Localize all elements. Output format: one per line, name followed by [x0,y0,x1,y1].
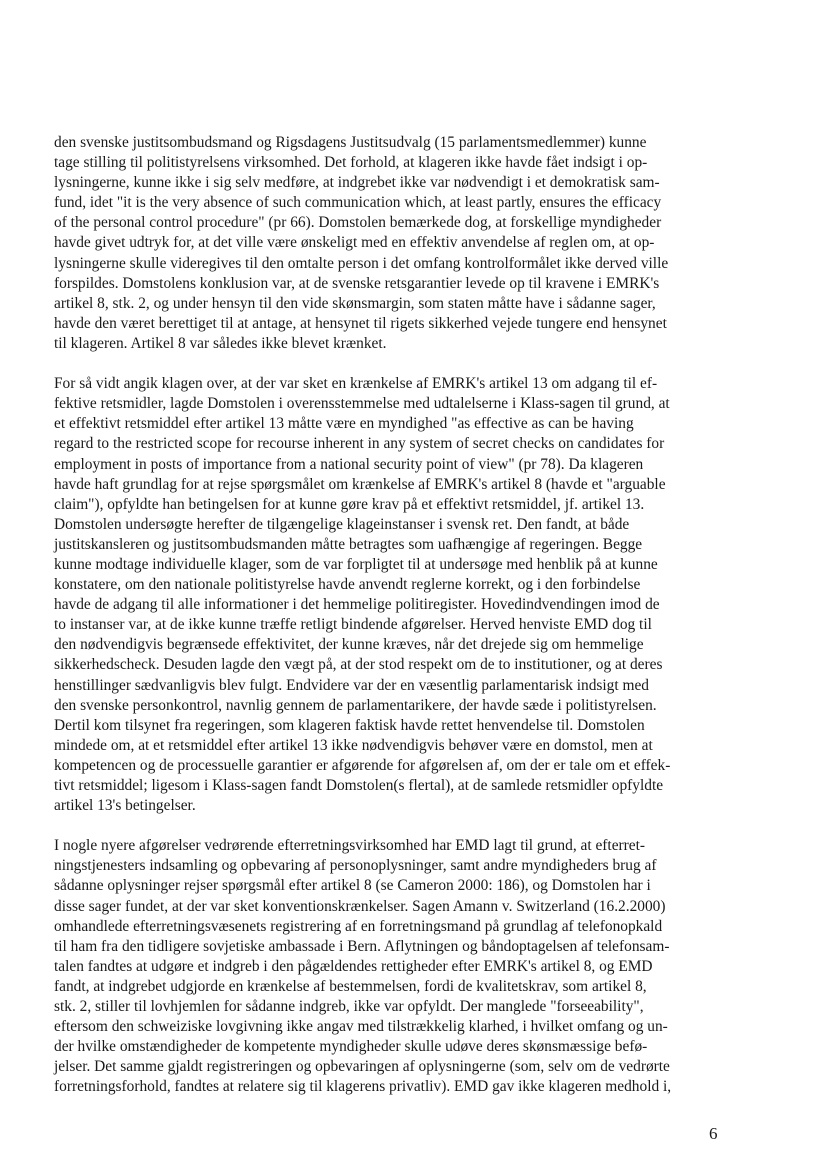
text-line: mindede om, at et retsmiddel efter artikel 13 ikke nødvendigvis behøver være en domstol, men at [54,736,653,754]
text-line: employment in posts of importance from a national security point of view" (pr 78). Da klageren [54,455,644,473]
text-line: talen fandtes at udgøre et indgreb i den pågældendes rettigheder efter EMRK's artikel 8, og EMD [54,957,653,975]
text-line: Dertil kom tilsynet fra regeringen, som klageren faktisk havde rettet henvendelse til. Domstolen [54,716,645,734]
text-line: et effektivt retsmiddel efter artikel 13 måtte være en myndighed "as effective as can be having [54,415,634,433]
text-line: den svenske personkontrol, navnlig gennem de parlamentarikere, der havde sæde i politistyrelsen. [54,696,657,714]
text-line: den nødvendigvis begrænsede effektivitet, der kunne kræves, når det drejede sig om hemmelige [54,636,644,654]
text-line: havde de adgang til alle informationer i det hemmelige politiregister. Hovedindvendingen imod de [54,596,660,614]
text-line: of the personal control procedure" (pr 66). Domstolen bemærkede dog, at forskellige myndigheder [54,214,662,232]
text-line: stk. 2, stiller til lovhjemlen for sådanne indgreb, ikke var opfyldt. Der manglede "forseeability", [54,998,644,1016]
text-line: kunne modtage individuelle klager, som de var forpligtet til at undersøge med henblik på at kunne [54,555,658,573]
text-line: claim"), opfyldte han betingelsen for at kunne gøre krav på et effektivt retsmiddel, jf. artikel 13. [54,495,645,513]
text-line: der hvilke omstændigheder de kompetente myndigheder skulle udøve deres skønsmæssige befø- [54,1038,648,1056]
paragraph-3 [54,836,754,1097]
text-line: regard to the restricted scope for recourse inherent in any system of secret checks on candidates for [54,435,665,453]
text-line: eftersom den schweiziske lovgivning ikke angav med tilstrækkelig klarhed, i hvilket omfang og un- [54,1018,668,1036]
text-line: For så vidt angik klagen over, at der var sket en krænkelse af EMRK's artikel 13 om adgang til ef- [54,375,658,393]
page-number: 6 [709,1124,718,1143]
text-line: jelser. Det samme gjaldt registreringen og opbevaringen af oplysningerne (som, selv om de vedrørte [54,1058,670,1076]
text-line: havde givet udtryk for, at det ville være ønskeligt med en effektiv anvendelse af reglen om, at op- [54,234,655,252]
text-line: sikkerhedscheck. Desuden lagde den vægt på, at der stod respekt om de to institutioner, og at deres [54,656,663,674]
text-line: forretningsforhold, fandtes at relatere sig til klagerens privatliv). EMD gav ikke klageren medhold i, [54,1078,672,1096]
text-line: fund, idet "it is the very absence of such communication which, at least partly, ensures the efficacy [54,194,662,212]
text-line: lysningerne skulle videregives til den omtalte person i det omfang kontrolformålet ikke derved ville [54,254,669,272]
paragraph-1 [54,133,754,354]
text-line: sådanne oplysninger rejser spørgsmål efter artikel 8 (se Cameron 2000: 186), og Domstolen har i [54,877,651,895]
text-line: henstillinger sædvanligvis blev fulgt. Endvidere var der en væsentlig parlamentarisk indsigt med [54,676,649,694]
text-line: havde den været berettiget til at antage, at hensynet til rigets sikkerhed vejede tungere end hensynet [54,314,667,332]
text-line: fandt, at indgrebet udgjorde en krænkelse af bestemmelsen, fordi de kvalitetskrav, som artikel 8, [54,977,647,995]
text-line: tage stilling til politistyrelsens virksomhed. Det forhold, at klageren ikke havde fået indsigt i op- [54,154,648,172]
text-line: til klageren. Artikel 8 var således ikke blevet krænket. [54,334,387,352]
text-line: artikel 13's betingelser. [54,797,196,815]
text-line: kompetencen og de processuelle garantier er afgørende for afgørelsen af, om der er tale om et effek- [54,756,671,774]
text-line: I nogle nyere afgørelser vedrørende efterretningsvirksomhed har EMD lagt til grund, at efterret- [54,837,646,855]
text-line: til ham fra den tidligere sovjetiske ambassade i Bern. Aflytningen og båndoptagelsen af telefonsam- [54,937,670,955]
text-line: tivt retsmiddel; ligesom i Klass-sagen fandt Domstolen(s flertal), at de samlede retsmidler opfyldte [54,777,664,794]
text-line: lysningerne, kunne ikke i sig selv medføre, at indgrebet ikke var nødvendigt i et demokratisk sam- [54,174,660,192]
text-line: konstatere, om den nationale politistyrelse havde anvendt reglerne korrekt, og i den forbindelse [54,576,641,594]
text-line: to instanser var, at de ikke kunne træffe retligt bindende afgørelser. Herved henviste EMD dog til [54,616,652,634]
text-line: fektive retsmidler, lagde Domstolen i overensstemmelse med udtalelserne i Klass-sagen til grund, at [54,395,670,413]
text-line: disse sager fundet, at der var sket konventionskrænkelser. Sagen Amann v. Switzerland (16.2.2000) [54,897,666,915]
text-line: havde haft grundlag for at rejse spørgsmålet om krænkelse af EMRK's artikel 8 (havde et "arguable [54,475,666,493]
text-line: den svenske justitsombudsmand og Rigsdagens Justitsudvalg (15 parlamentsmedlemmer) kunne [54,134,647,151]
text-line: artikel 8, stk. 2, og under hensyn til den vide skønsmargin, som staten måtte have i sådanne sager, [54,294,656,312]
text-line: omhandlede efterretningsvæsenets registrering af en forretningsmand på grundlag af telefonopkald [54,917,663,935]
text-line: justitskansleren og justitsombudsmanden måtte betragtes som uafhængige af regeringen. Begge [54,535,643,553]
paragraph-2 [54,374,754,816]
text-line: Domstolen undersøgte herefter de tilgængelige klageinstanser i svensk ret. Den fandt, at både [54,515,630,533]
body-text [54,133,754,1098]
text-line: ningstjenesters indsamling og opbevaring af personoplysninger, samt andre myndigheders brug af [54,857,657,875]
text-line: forspildes. Domstolens konklusion var, at de svenske retsgarantier levede op til kravene i EMRK's [54,274,660,292]
